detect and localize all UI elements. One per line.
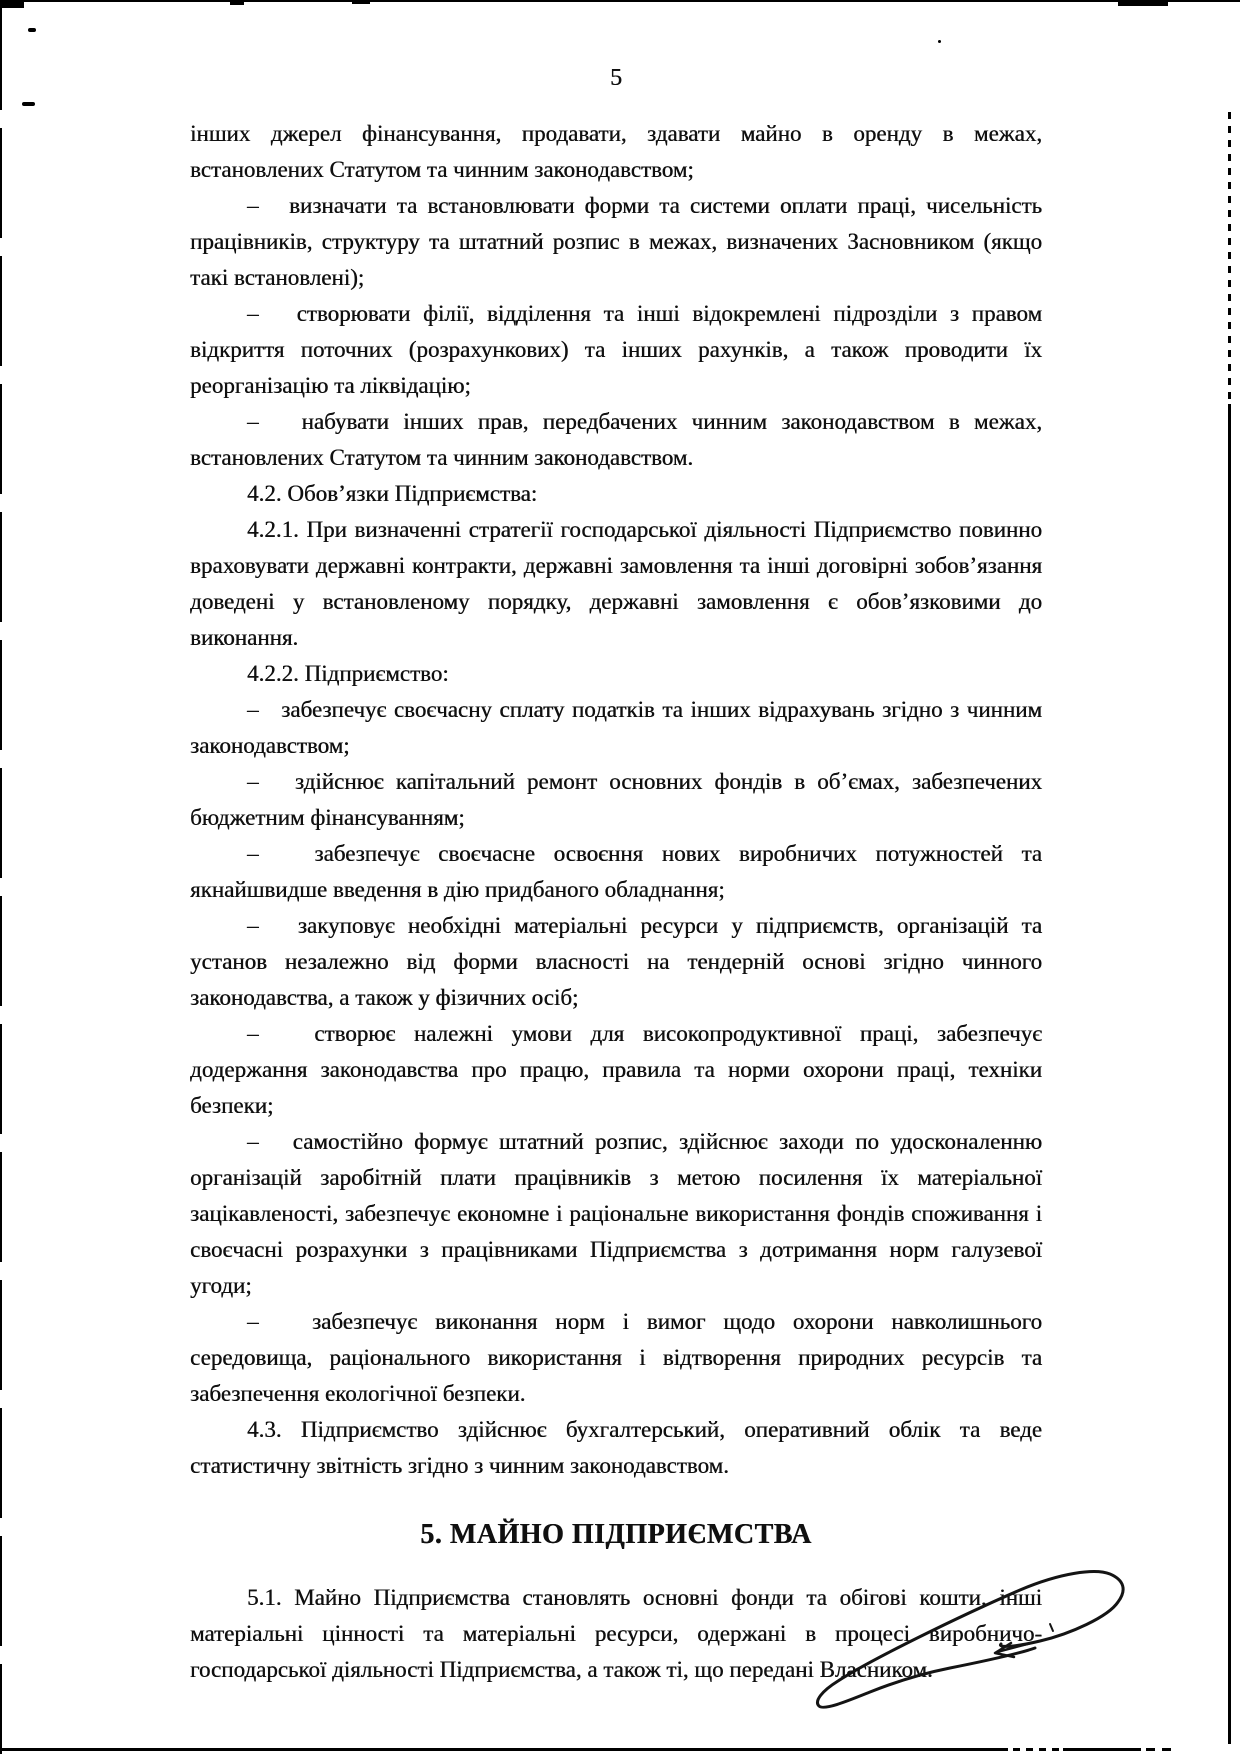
scan-artifact-top-blob [352,0,370,4]
scan-artifact-bottom-edge [0,1748,1008,1751]
paragraph-continuation: інших джерел фінансування, продавати, здавати майно в оренду в межах, встановлених Статутом та чинним законодавством; [190,121,1042,182]
scan-artifact-right-edge [1228,112,1231,404]
paragraph-numbered: 4.2.1. При визначенні стратегії господарської діяльності Підприємство повинно враховувати державні контракти, державні замовлення та інші договірні зобов’язання доведені у встановленому порядку, державні замовлення є обов’язковими до виконання. [190,517,1042,650]
document-body [190,116,1042,1688]
paragraph-dash: – забезпечує своєчасну сплату податків та інших відрахувань згідно з чинним законодавством; [190,697,1042,758]
paragraph-dash: – створювати філії, відділення та інші відокремлені підрозділи з правом відкриття поточних (розрахункових) та інших рахунків, а також проводити їх реорганізацію та ліквідацію; [190,301,1042,398]
paragraph-dash: – здійснює капітальний ремонт основних фондів в об’ємах, забезпечених бюджетним фінансуванням; [190,769,1042,830]
paragraph-dash: – набувати інших прав, передбачених чинним законодавством в межах, встановлених Статутом та чинним законодавством. [190,409,1042,470]
scan-artifact-top-blob [0,0,24,8]
paragraph-dash: – визначати та встановлювати форми та системи оплати праці, чисельність працівників, структуру та штатний розпис в межах, визначених Засновником (якщо такі встановлені); [190,193,1042,290]
handwritten-signature [800,1560,1140,1720]
scan-artifact-speck [22,102,35,106]
scan-artifact-bottom-edge [1146,1748,1178,1751]
paragraph-dash: – закуповує необхідні матеріальні ресурси у підприємств, організацій та установ незалежно від форми власності на тендерній основі згідно чинного законодавства, а також у фізичних осіб; [190,913,1042,1010]
paragraph-numbered: 5.1. Майно Підприємства становлять основні фонди та обігові кошти, інші матеріальні цінності та матеріальні ресурси, одержані в процесі виробничо-господарської діяльності Підприємства, а також ті, що передані Власником. [190,1585,1042,1682]
paragraph-dash: – забезпечує своєчасне освоєння нових виробничих потужностей та якнайшвидше введення в дію придбаного обладнання; [190,841,1042,902]
scan-artifact-speck [938,40,941,43]
scan-artifact-left-edge [0,0,2,1754]
paragraph-dash: – забезпечує виконання норм і вимог щодо охорони навколишнього середовища, раціонального використання і відтворення природних ресурсів та забезпечення екологічної безпеки. [190,1309,1042,1406]
scan-artifact-top-blob [230,0,244,5]
scan-artifact-bottom-edge [1063,1748,1141,1751]
document-text-block [190,60,1042,1688]
paragraph-numbered: 4.2. Обов’язки Підприємства: [247,481,538,506]
scan-artifact-top-blob [1118,0,1168,6]
signature-stroke [800,1560,1140,1720]
scan-artifact-right-edge [1228,404,1231,1744]
scan-artifact-top-edge [0,0,1240,2]
paragraph-dash: – створює належні умови для високопродуктивної праці, забезпечує додержання законодавства про працю, правила та норми охорони праці, техніки безпеки; [190,1021,1042,1118]
scan-artifact-bottom-edge [1013,1748,1061,1751]
section-heading: 5. МАЙНО ПІДПРИЄМСТВА [420,1519,812,1550]
page-number: 5 [610,65,622,91]
scan-artifact-speck [28,28,36,32]
paragraph-numbered: 4.2.2. Підприємство: [247,661,449,686]
paragraph-dash: – самостійно формує штатний розпис, здійснює заходи по удосконаленню організацій заробітній плати працівників з метою посилення їх матеріальної зацікавленості, забезпечує економне і раціональне використання фондів споживання і своєчасні розрахунки з працівниками Підприємства з дотримання норм галузевої угоди; [190,1129,1042,1298]
paragraph-numbered: 4.3. Підприємство здійснює бухгалтерський, оперативний облік та веде статистичну звітність згідно з чинним законодавством. [190,1417,1042,1478]
